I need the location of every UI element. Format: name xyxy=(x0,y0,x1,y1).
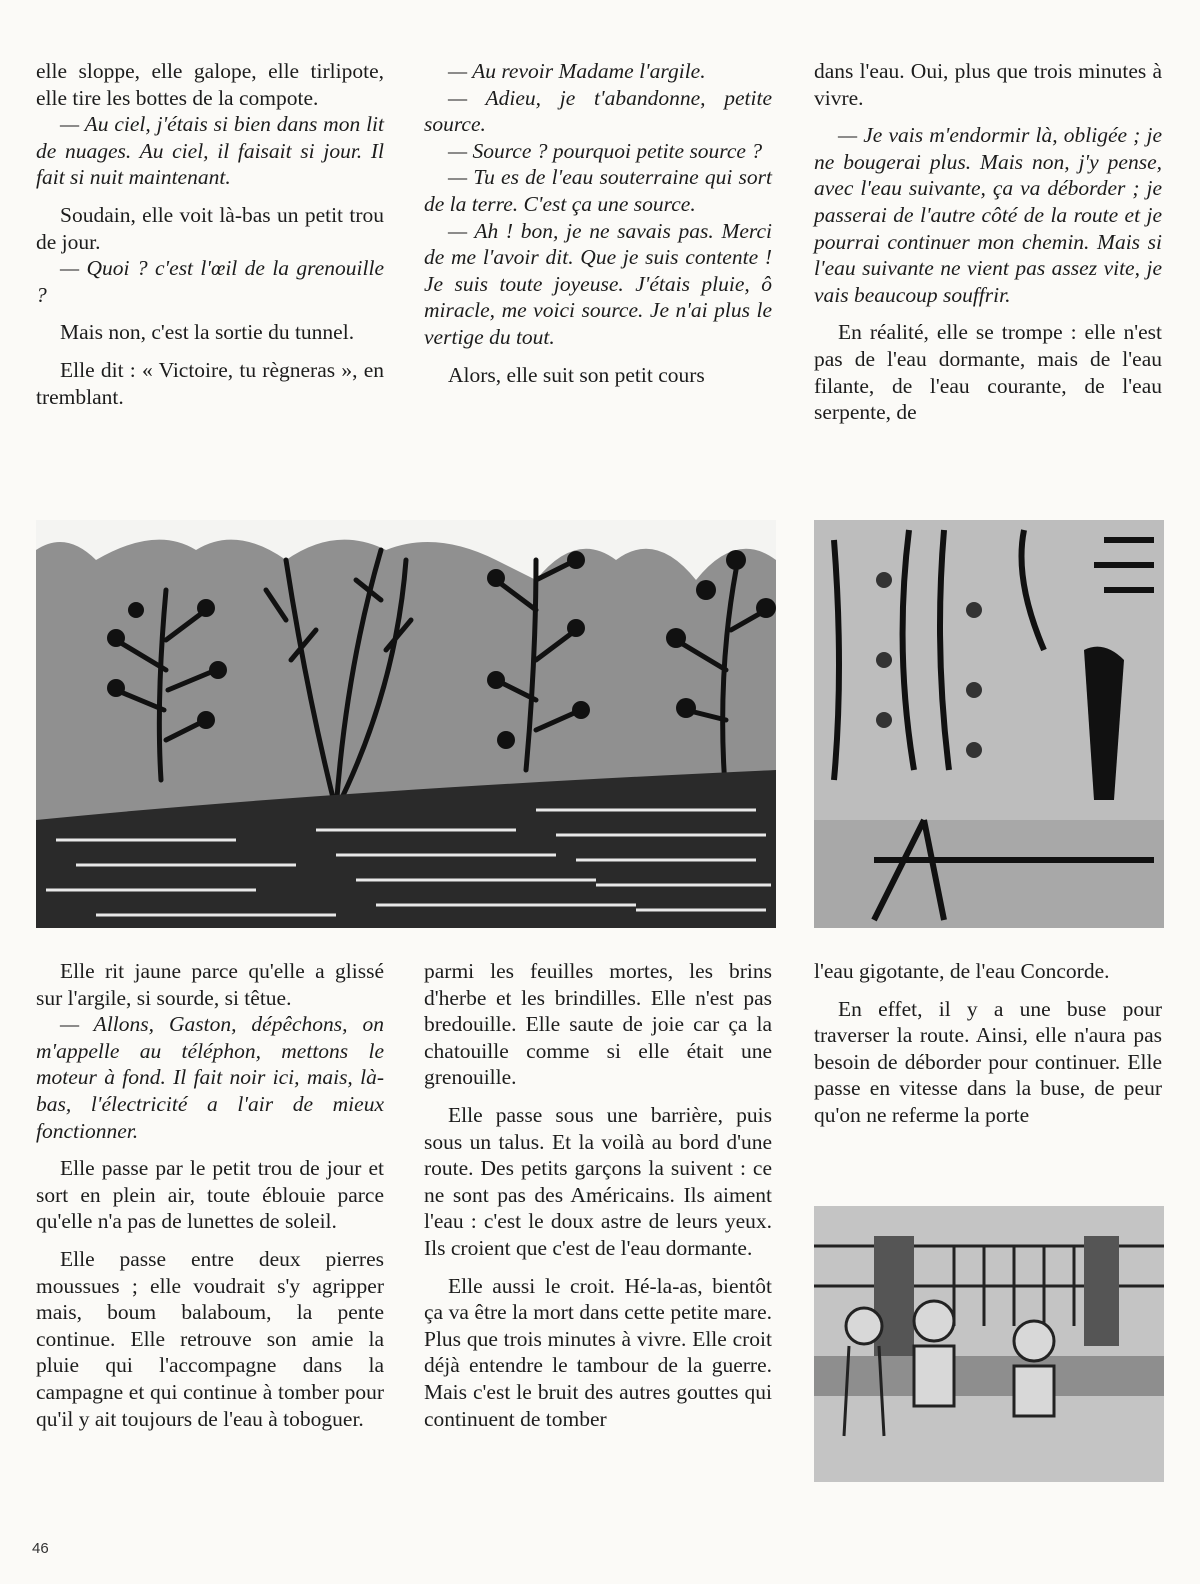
paragraph: En réalité, elle se trompe : elle n'est pas de l'eau dormante, mais de l'eau filante, de l'eau courante, de l'eau serpente, de xyxy=(814,320,1162,425)
page-number: 46 xyxy=(32,1540,49,1557)
paragraph: — Au revoir Madame l'argile. xyxy=(448,59,706,83)
illustration-boys xyxy=(814,1206,1164,1482)
column-1-bottom xyxy=(36,958,384,1432)
column-1-top xyxy=(36,58,384,410)
paragraph: — Source ? pourquoi petite source ? xyxy=(448,138,763,163)
paragraph: elle sloppe, elle galope, elle tirlipote, elle tire les bottes de la compote. xyxy=(36,59,384,110)
column-3-top xyxy=(814,58,1162,426)
paragraph: En effet, il y a une buse pour traverser la route. Ainsi, elle n'aura pas besoin de déborder pour continuer. Elle passe en vitesse dans la buse, de peur qu'on ne referme la porte xyxy=(814,996,1162,1127)
paragraph: — Au ciel, j'étais si bien dans mon lit de nuages. Au ciel, il faisait si jour. Il fait si nuit maintenant. xyxy=(36,112,384,190)
paragraph: Elle aussi le croit. Hé-la-as, bientôt ça va être la mort dans cette petite mare. Plus que trois minutes à vivre. Elle croit déjà entendre le tambour de la guerre. Mais c'est le bruit des autres gouttes qui continuent de tomber xyxy=(424,1273,772,1431)
paragraph: — Quoi ? c'est l'œil de la grenouille ? xyxy=(36,256,384,307)
paragraph: parmi les feuilles mortes, les brins d'herbe et les brindilles. Elle n'est pas bredouille. Elle saute de joie car ça la chatouille comme si elle était une grenouille. xyxy=(424,959,772,1090)
paragraph: Soudain, elle voit là-bas un petit trou de jour. xyxy=(36,202,384,254)
column-2-top xyxy=(424,58,772,388)
paragraph: Elle passe sous une barrière, puis sous un talus. Et la voilà au bord d'une route. Des petits garçons la suivent : ce ne sont pas des Américains. Ils aiment l'eau : c'est le doux astre de leurs yeux. Ils croient que c'est de l'eau dormante. xyxy=(424,1102,772,1260)
column-3-bottom xyxy=(814,958,1162,1129)
paragraph: dans l'eau. Oui, plus que trois minutes à vivre. xyxy=(814,59,1162,110)
illustration-trees xyxy=(36,520,776,928)
paragraph: Elle passe par le petit trou de jour et sort en plein air, toute éblouie parce qu'elle n'a pas de lunettes de soleil. xyxy=(36,1156,384,1234)
paragraph: — Adieu, je t'abandonne, petite source. xyxy=(424,85,772,137)
paragraph: — Ah ! bon, je ne savais pas. Merci de me l'avoir dit. Que je suis contente ! Je suis toute joyeuse. J'étais pluie, ô miracle, me voici source. Je n'ai plus le vertige du tout. xyxy=(424,218,772,349)
paragraph: Elle dit : « Victoire, tu règneras », en tremblant. xyxy=(36,357,384,409)
paragraph: — Je vais m'endormir là, obligée ; je ne bougerai plus. Mais non, j'y pense, avec l'eau suivante, ça va déborder ; je passerai de l'autre côté de la route et je pourrai continuer mon chemin. Mais si l'eau suivante ne vient pas assez vite, je vais beaucoup souffrir. xyxy=(814,123,1162,307)
paragraph: Elle passe entre deux pierres moussues ; elle voudrait s'y agripper mais, boum balaboum, la pente continue. Elle retrouve son amie la pluie qui l'accompagne dans la campagne et qui continue à tomber pour qu'il y ait toujours de l'eau à toboguer. xyxy=(36,1246,384,1431)
illustration-water xyxy=(814,520,1164,928)
paragraph: — Allons, Gaston, dépêchons, on m'appelle au téléphon, mettons le moteur à fond. Il fait noir ici, mais, là-bas, l'électricité a l'air de mieux fonctionner. xyxy=(36,1012,384,1143)
paragraph: Elle rit jaune parce qu'elle a glissé sur l'argile, si sourde, si têtue. xyxy=(36,959,384,1010)
column-2-bottom xyxy=(424,958,772,1432)
paragraph: Mais non, c'est la sortie du tunnel. xyxy=(60,320,355,345)
paragraph: Alors, elle suit son petit cours xyxy=(448,362,705,387)
paragraph: l'eau gigotante, de l'eau Concorde. xyxy=(814,959,1110,983)
paragraph: — Tu es de l'eau souterraine qui sort de la terre. C'est ça une source. xyxy=(424,165,772,216)
